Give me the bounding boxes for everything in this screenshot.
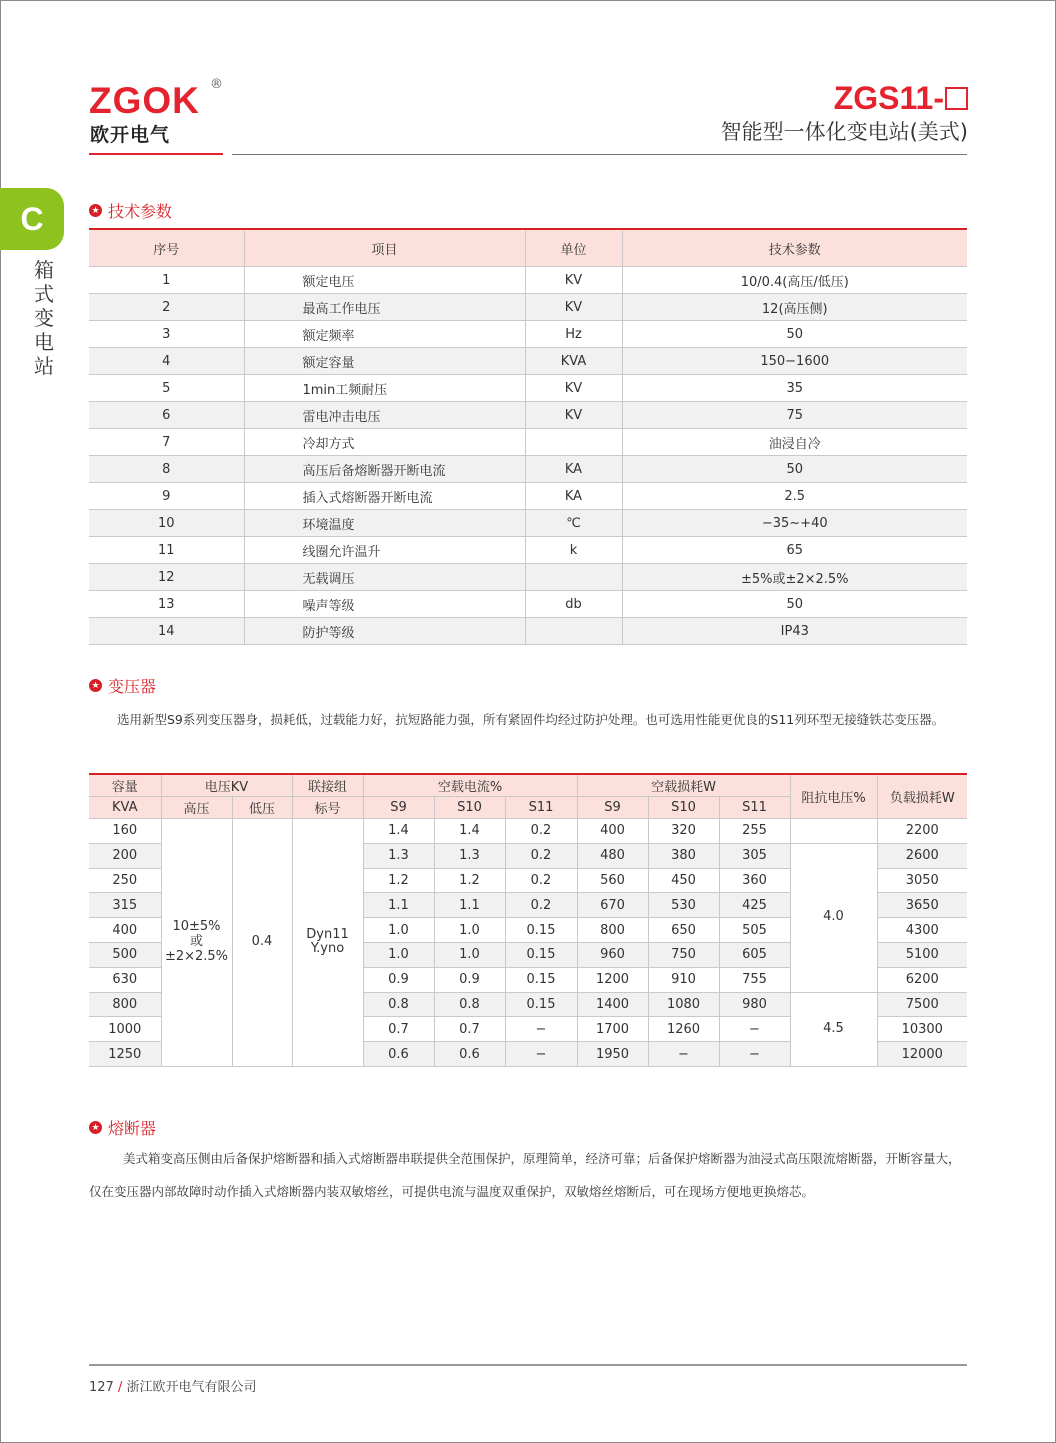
table-cell: 320	[648, 819, 719, 844]
table-cell: 额定频率	[244, 321, 525, 348]
header-divider	[232, 154, 967, 155]
table-cell: 噪声等级	[244, 591, 525, 618]
table-row	[89, 819, 967, 844]
table-cell: 10	[89, 510, 244, 537]
table-cell: 额定容量	[244, 348, 525, 375]
column-header: KVA	[89, 797, 161, 819]
table-cell: 1.0	[434, 942, 505, 967]
table-cell: 1250	[89, 1042, 161, 1067]
section-title-transformer	[89, 674, 156, 697]
table-cell: 环境温度	[244, 510, 525, 537]
table-cell: 0.15	[505, 967, 577, 992]
table-cell: 1080	[648, 992, 719, 1017]
column-header: 空载电流%	[363, 774, 577, 797]
page-footer: 127 / 浙江欧开电气有限公司	[89, 1380, 257, 1395]
table-cell: 0.6	[434, 1042, 505, 1067]
fuse-description: 美式箱变高压侧由后备保护熔断器和插入式熔断器串联提供全范围保护，原理简单，经济可靠；后备保护熔断器为油浸式高压限流熔断器，开断容量大，仅在变压器内部故障时动作插入式熔断器内装双敏熔丝，可提供电流与温度双重保护，双敏熔丝熔断后，可在现场方便地更换熔芯。	[89, 1151, 961, 1199]
column-header: 高压	[161, 797, 232, 819]
table-cell: 50	[622, 456, 967, 483]
table-cell: Hz	[525, 321, 622, 348]
merged-cell-text: Y.yno	[310, 941, 345, 957]
table-header-row	[89, 229, 967, 267]
table-cell: 250	[89, 868, 161, 893]
section-title-text: 变压器	[108, 677, 157, 696]
table-cell: 雷电冲击电压	[244, 402, 525, 429]
brand-logo-subtitle: 欧开电气	[90, 124, 171, 146]
merged-cell-text: Dyn11	[306, 926, 349, 942]
table-cell: 400	[89, 918, 161, 943]
table-cell: 605	[719, 942, 790, 967]
table-cell: 500	[89, 942, 161, 967]
table-cell: 1200	[577, 967, 648, 992]
table-cell: 630	[89, 967, 161, 992]
table-cell: 560	[577, 868, 648, 893]
column-header: 单位	[525, 229, 622, 267]
table-cell: 1.3	[434, 843, 505, 868]
column-header: S9	[577, 797, 648, 819]
column-header: 负载损耗W	[877, 774, 967, 819]
table-cell: 150−1600	[622, 348, 967, 375]
table-cell: 50	[622, 591, 967, 618]
table-row	[89, 510, 967, 537]
merged-cell-text: ±2×2.5%	[164, 948, 229, 964]
table-cell: 1min工频耐压	[244, 375, 525, 402]
table-cell: 防护等级	[244, 618, 525, 645]
table-cell: 最高工作电压	[244, 294, 525, 321]
column-header: 容量	[89, 774, 161, 797]
table-cell: 无载调压	[244, 564, 525, 591]
table-cell: 360	[719, 868, 790, 893]
table-cell: 200	[89, 843, 161, 868]
table-cell: 高压后备熔断器开断电流	[244, 456, 525, 483]
table-cell: 12	[89, 564, 244, 591]
merged-cell-text: 4.0	[823, 909, 844, 925]
table-cell: 0.2	[505, 843, 577, 868]
table-cell: 50	[622, 321, 967, 348]
column-header: S9	[363, 797, 434, 819]
table-cell: 7	[89, 429, 244, 456]
merged-cell	[292, 819, 363, 1067]
table-cell: 额定电压	[244, 267, 525, 294]
table-cell: 1260	[648, 1017, 719, 1042]
table-row	[89, 564, 967, 591]
table-cell: 75	[622, 402, 967, 429]
table-cell: 1.1	[363, 893, 434, 918]
table-cell: 9	[89, 483, 244, 510]
table-header-row	[89, 774, 967, 797]
table-cell: −	[505, 1017, 577, 1042]
table-cell: 10/0.4(高压/低压)	[622, 267, 967, 294]
merged-cell	[232, 819, 292, 1067]
table-cell: 6	[89, 402, 244, 429]
table-row	[89, 348, 967, 375]
table-cell: 160	[89, 819, 161, 844]
table-cell: 65	[622, 537, 967, 564]
table-cell: ℃	[525, 510, 622, 537]
merged-cell	[790, 843, 877, 992]
section-title-text: 熔断器	[108, 1119, 157, 1138]
table-cell: k	[525, 537, 622, 564]
star-bullet-icon: ★	[89, 1121, 102, 1134]
table-cell: KA	[525, 483, 622, 510]
table-cell: 1400	[577, 992, 648, 1017]
column-header: S11	[505, 797, 577, 819]
table-cell: 油浸自冷	[622, 429, 967, 456]
table-cell	[525, 618, 622, 645]
column-header: 序号	[89, 229, 244, 267]
table-cell: 12(高压侧)	[622, 294, 967, 321]
table-cell: 4	[89, 348, 244, 375]
column-header: 空载损耗W	[577, 774, 790, 797]
table-cell: 1.2	[434, 868, 505, 893]
table-cell: 0.2	[505, 893, 577, 918]
table-cell: 800	[89, 992, 161, 1017]
chapter-tab: C	[0, 188, 64, 250]
column-header: 阻抗电压%	[790, 774, 877, 819]
table-cell: KA	[525, 456, 622, 483]
table-cell: −	[648, 1042, 719, 1067]
table-cell: 755	[719, 967, 790, 992]
table-cell: 800	[577, 918, 648, 943]
table-cell: 450	[648, 868, 719, 893]
table-row	[89, 402, 967, 429]
table-cell: 0.9	[434, 967, 505, 992]
table-cell: −	[719, 1017, 790, 1042]
brand-logo: ZGOK	[89, 80, 200, 121]
table-cell: 650	[648, 918, 719, 943]
column-header: 技术参数	[622, 229, 967, 267]
table-cell: 0.8	[434, 992, 505, 1017]
transformer-description: 选用新型S9系列变压器身，损耗低，过载能力好，抗短路能力强，所有紧固件均经过防护处理。也可选用性能更优良的S11列环型无接缝铁芯变压器。	[117, 712, 945, 727]
merged-cell-text: 10±5%	[172, 919, 221, 935]
table-cell: 8	[89, 456, 244, 483]
table-cell: 1.0	[363, 918, 434, 943]
table-cell: 6200	[877, 967, 967, 992]
table-cell: 425	[719, 893, 790, 918]
table-cell: 315	[89, 893, 161, 918]
table-row	[89, 618, 967, 645]
table-row	[89, 294, 967, 321]
table-cell: 255	[719, 819, 790, 844]
table-cell: 冷却方式	[244, 429, 525, 456]
registered-mark: ®	[210, 77, 223, 92]
table-cell: 35	[622, 375, 967, 402]
table-cell: 2.5	[622, 483, 967, 510]
chapter-label: 箱式变电站	[34, 258, 54, 378]
table-cell: 5	[89, 375, 244, 402]
star-bullet-icon: ★	[89, 204, 102, 217]
table-cell: 380	[648, 843, 719, 868]
column-header: S11	[719, 797, 790, 819]
table-cell: 2200	[877, 819, 967, 844]
table-cell: 0.15	[505, 918, 577, 943]
table-row	[89, 321, 967, 348]
table-cell: ±5%或±2×2.5%	[622, 564, 967, 591]
company-name: 浙江欧开电气有限公司	[126, 1380, 257, 1395]
table-cell: 3	[89, 321, 244, 348]
table-cell: 505	[719, 918, 790, 943]
table-cell: 1000	[89, 1017, 161, 1042]
table-cell: IP43	[622, 618, 967, 645]
column-header: 标号	[292, 797, 363, 819]
table-cell: 11	[89, 537, 244, 564]
table-cell: KV	[525, 294, 622, 321]
table-cell: db	[525, 591, 622, 618]
table-cell: 400	[577, 819, 648, 844]
table-cell: 1950	[577, 1042, 648, 1067]
table-cell: 0.8	[363, 992, 434, 1017]
table-cell: KV	[525, 402, 622, 429]
table-cell: −35~+40	[622, 510, 967, 537]
table-cell: KV	[525, 375, 622, 402]
table-cell: 1700	[577, 1017, 648, 1042]
table-row	[89, 267, 967, 294]
table-row	[89, 537, 967, 564]
product-subtitle: 智能型一体化变电站(美式)	[720, 120, 968, 144]
column-header: S10	[648, 797, 719, 819]
table-cell: 3650	[877, 893, 967, 918]
table-cell: 910	[648, 967, 719, 992]
table-cell: 750	[648, 942, 719, 967]
table-cell: 10300	[877, 1017, 967, 1042]
table-cell: 0.7	[434, 1017, 505, 1042]
table-cell: 0.6	[363, 1042, 434, 1067]
section-title-fuse	[89, 1116, 156, 1139]
table-cell: 960	[577, 942, 648, 967]
table-cell: 530	[648, 893, 719, 918]
merged-cell-text: 4.5	[823, 1020, 844, 1036]
table-cell: 1.0	[363, 942, 434, 967]
table-cell: 5100	[877, 942, 967, 967]
table-cell: 1.2	[363, 868, 434, 893]
merged-cell-text: 或	[189, 934, 203, 950]
table-cell: 0.2	[505, 819, 577, 844]
table-cell: 0.7	[363, 1017, 434, 1042]
table-cell: 0.2	[505, 868, 577, 893]
column-header: 联接组	[292, 774, 363, 797]
table-cell: 0.9	[363, 967, 434, 992]
merged-cell	[161, 819, 232, 1067]
table-cell: 插入式熔断器开断电流	[244, 483, 525, 510]
table-cell	[790, 819, 877, 844]
section-title-tech-params	[89, 199, 172, 222]
table-cell	[525, 429, 622, 456]
column-header: S10	[434, 797, 505, 819]
model-code: ZGS11-	[833, 80, 944, 116]
table-cell: 线圈允许温升	[244, 537, 525, 564]
table-cell: 4300	[877, 918, 967, 943]
header-accent-line	[89, 153, 223, 155]
table-cell: 0.15	[505, 942, 577, 967]
column-header: 电压KV	[161, 774, 292, 797]
column-header: 项目	[244, 229, 525, 267]
table-cell	[525, 564, 622, 591]
table-cell: 7500	[877, 992, 967, 1017]
table-cell: −	[505, 1042, 577, 1067]
table-cell: 1.4	[434, 819, 505, 844]
model-placeholder-box	[945, 87, 968, 110]
table-cell: KV	[525, 267, 622, 294]
table-row	[89, 591, 967, 618]
product-model	[834, 82, 968, 114]
star-bullet-icon: ★	[89, 679, 102, 692]
table-row	[89, 375, 967, 402]
table-cell: 14	[89, 618, 244, 645]
tech-params-table	[89, 228, 967, 645]
transformer-table	[89, 773, 967, 1067]
table-row	[89, 456, 967, 483]
table-cell: 1	[89, 267, 244, 294]
section-title-text: 技术参数	[108, 202, 173, 221]
column-header: 低压	[232, 797, 292, 819]
table-cell: 1.3	[363, 843, 434, 868]
table-cell: 2	[89, 294, 244, 321]
table-cell: 0.15	[505, 992, 577, 1017]
table-cell: 3050	[877, 868, 967, 893]
merged-cell	[790, 992, 877, 1066]
merged-cell-text: 0.4	[251, 934, 273, 950]
table-cell: 670	[577, 893, 648, 918]
table-cell: 2600	[877, 843, 967, 868]
table-cell: 1.1	[434, 893, 505, 918]
table-cell: 13	[89, 591, 244, 618]
table-cell: 1.4	[363, 819, 434, 844]
footer-divider	[89, 1364, 967, 1366]
table-cell: KVA	[525, 348, 622, 375]
table-row	[89, 483, 967, 510]
table-cell: 480	[577, 843, 648, 868]
table-row	[89, 429, 967, 456]
table-cell: 12000	[877, 1042, 967, 1067]
table-cell: 305	[719, 843, 790, 868]
page-number: 127	[89, 1380, 114, 1395]
table-cell: −	[719, 1042, 790, 1067]
table-cell: 1.0	[434, 918, 505, 943]
table-cell: 980	[719, 992, 790, 1017]
